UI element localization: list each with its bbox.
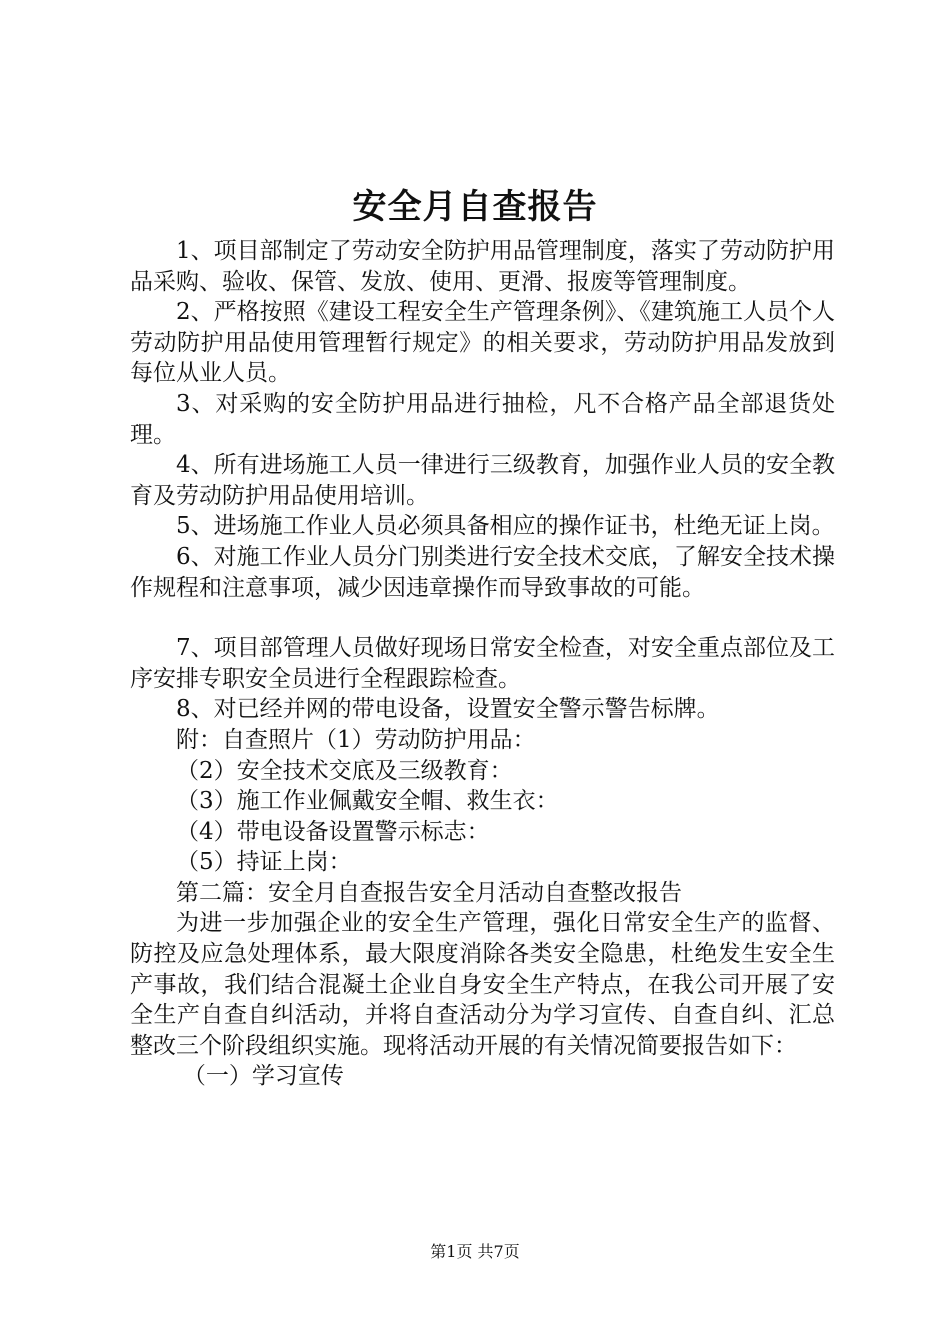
paragraph-5: 5、进场施工作业人员必须具备相应的操作证书，杜绝无证上岗。 — [176, 513, 835, 540]
second-article-intro: 为进一步加强企业的安全生产管理，强化日常安全生产的监督、防控及应急处理体系，最大限度消除各类安全隐患，杜绝发生安全生产事故，我们结合混凝土企业自身安全生产特点，在我公司开展了安全生产自查自纠活动，并将自查活动分为学习宣传、自查自纠、汇总整改三个阶段组织实施。现将活动开展的有关情况简要报告如下： — [130, 910, 835, 1059]
appendix-item-2: （2）安全技术交底及三级教育： — [176, 757, 513, 784]
paragraph-3: 3、对采购的安全防护用品进行抽检，凡不合格产品全部退货处理。 — [130, 390, 835, 448]
paragraph-1: 1、项目部制定了劳动安全防护用品管理制度，落实了劳动防护用品采购、验收、保管、发放、使用、更滑、报废等管理制度。 — [130, 238, 835, 295]
document-body — [130, 236, 835, 1092]
appendix-photos-heading: 附：自查照片（1）劳动防护用品： — [176, 726, 536, 753]
section-heading-study: （一）学习宣传 — [182, 1063, 344, 1090]
appendix-item-4: （4）带电设备设置警示标志： — [176, 818, 490, 845]
paragraph-2: 2、严格按照《建设工程安全生产管理条例》、《建筑施工人员个人劳动防护用品使用管理暂行规定》的相关要求，劳动防护用品发放到每位从业人员。 — [130, 299, 835, 387]
paragraph-8: 8、对已经并网的带电设备，设置安全警示警告标牌。 — [176, 696, 720, 723]
document-title: 安全月自查报告 — [352, 187, 598, 227]
page-number-footer: 第1页 共7页 — [430, 1242, 520, 1261]
paragraph-4: 4、所有进场施工人员一律进行三级教育，加强作业人员的安全教育及劳动防护用品使用培训。 — [130, 452, 835, 509]
appendix-item-3: （3）施工作业佩戴安全帽、救生衣： — [176, 788, 559, 815]
appendix-item-5: （5）持证上岗： — [176, 849, 352, 876]
second-article-heading: 第二篇：安全月自查报告安全月活动自查整改报告 — [176, 879, 682, 906]
paragraph-7: 7、项目部管理人员做好现场日常安全检查，对安全重点部位及工序安排专职安全员进行全程跟踪检查。 — [130, 635, 835, 692]
paragraph-6: 6、对施工作业人员分门别类进行安全技术交底，了解安全技术操作规程和注意事项，减少因违章操作而导致事故的可能。 — [130, 543, 835, 601]
